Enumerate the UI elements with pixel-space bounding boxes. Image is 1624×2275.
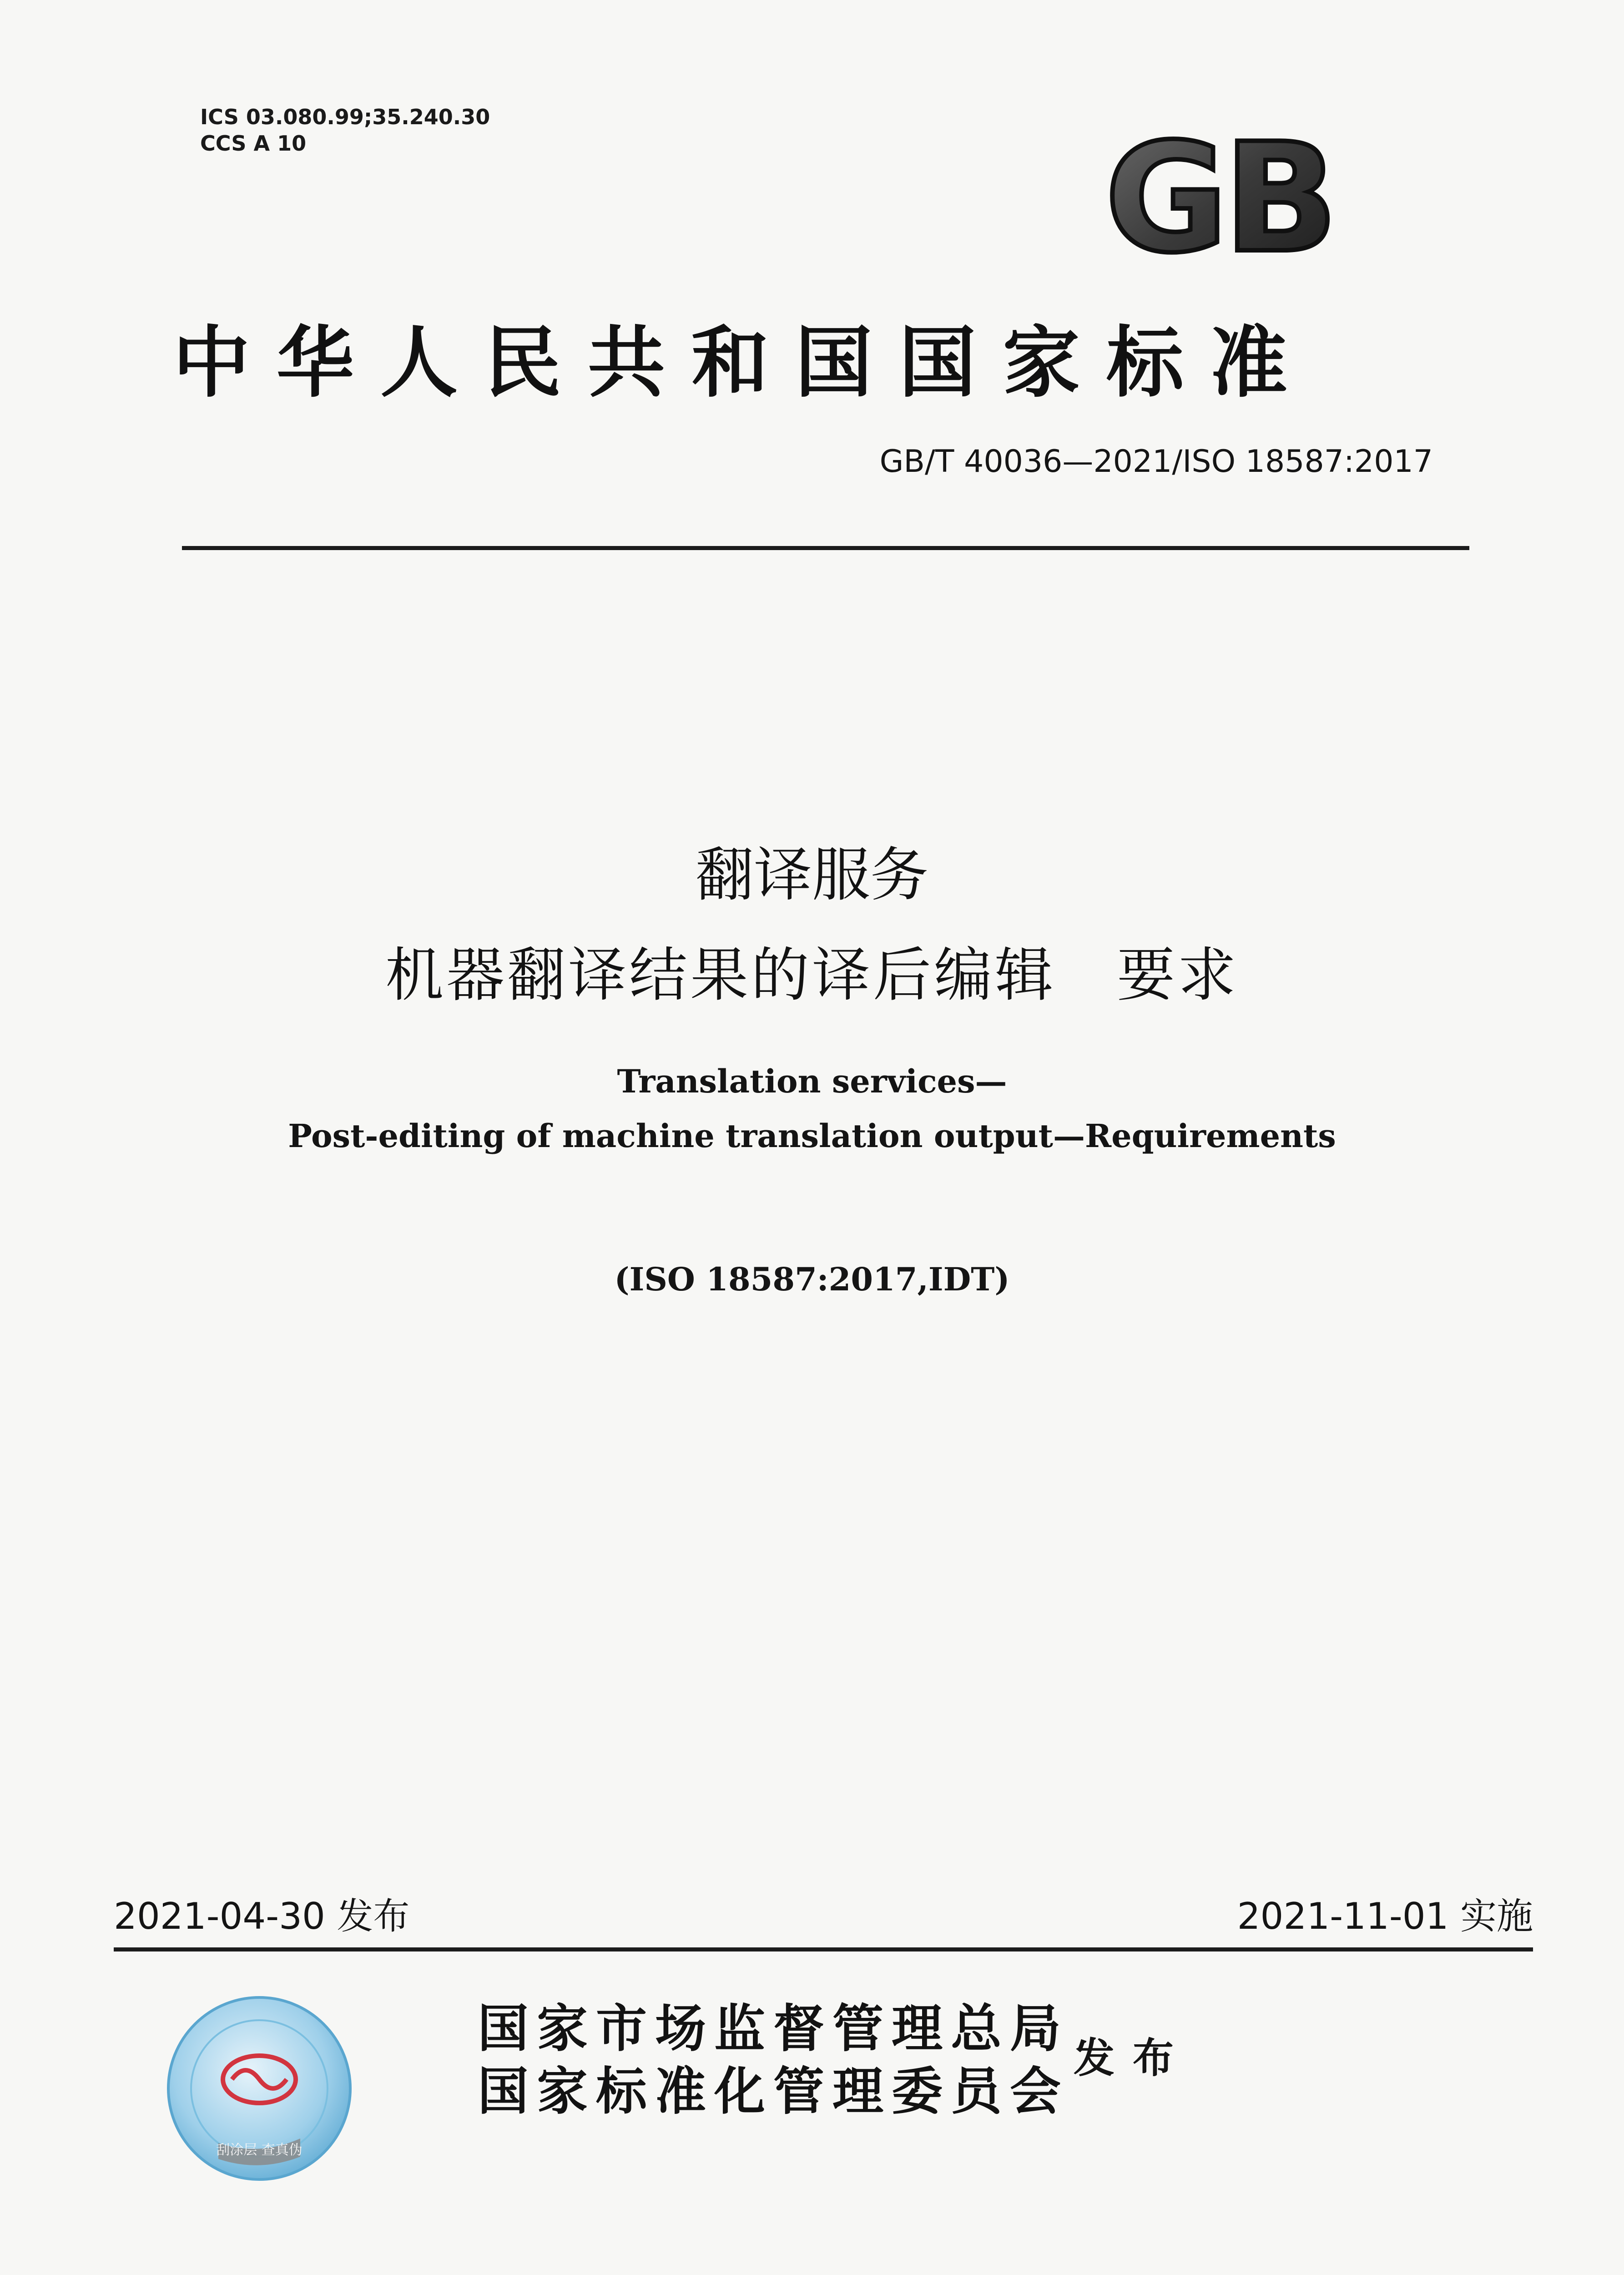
bottom-divider	[114, 1947, 1533, 1951]
classification-codes	[200, 104, 490, 157]
date-row	[114, 1893, 1533, 1947]
title-en-line2: Post-editing of machine translation output—Requirements	[288, 1117, 1336, 1155]
publish-label: 发布	[1074, 2034, 1192, 2082]
issue-date: 2021-04-30 发布	[114, 1895, 410, 1937]
effective-date: 2021-11-01 实施	[1237, 1895, 1533, 1937]
seal-text: 刮涂层 查真伪	[216, 2142, 303, 2158]
gb-logo	[1060, 123, 1378, 273]
standard-number: GB/T 40036—2021/ISO 18587:2017	[879, 444, 1433, 480]
title-en-line1: Translation services—	[617, 1062, 1007, 1100]
standard-type-heading: 中华人民共和国国家标准	[173, 317, 1314, 408]
authority-sac: 国家标准化管理委员会	[478, 2062, 1069, 2121]
title-cn-line1: 翻译服务	[695, 841, 928, 909]
ics-code: ICS 03.080.99;35.240.30	[200, 105, 490, 129]
ccs-code: CCS A 10	[200, 131, 307, 156]
iso-equivalence: (ISO 18587:2017,IDT)	[614, 1260, 1010, 1298]
anti-counterfeit-seal	[164, 1993, 355, 2184]
top-divider	[182, 546, 1469, 550]
gb-logo-text: GB	[1105, 123, 1334, 273]
title-cn-line2: 机器翻译结果的译后编辑 要求	[385, 941, 1239, 1009]
authority-samr: 国家市场监督管理总局	[478, 1999, 1069, 2058]
issuing-authorities	[478, 1997, 1069, 2123]
